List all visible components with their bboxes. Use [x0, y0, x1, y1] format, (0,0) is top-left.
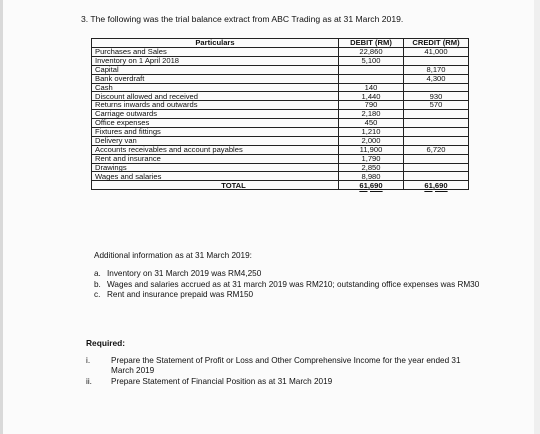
row-debit: 2,000 [339, 136, 404, 145]
row-particulars: Capital [92, 65, 339, 74]
additional-info-marker: b. [94, 279, 101, 289]
row-debit: 1,210 [339, 128, 404, 137]
additional-info-marker: c. [94, 290, 101, 300]
row-particulars: Carriage outwards [92, 110, 339, 119]
row-particulars: Wages and salaries [92, 172, 339, 181]
row-debit: 22,860 [339, 48, 404, 57]
row-credit: 570 [404, 101, 469, 110]
row-debit: 450 [339, 119, 404, 128]
total-debit: 61,690 [339, 181, 404, 190]
row-debit: 1,790 [339, 154, 404, 163]
row-debit: 8,980 [339, 172, 404, 181]
row-particulars: Fixtures and fittings [92, 128, 339, 137]
row-debit: 2,850 [339, 163, 404, 172]
required-text: Prepare the Statement of Profit or Loss and Other Comprehensive Income for the year ended 31 March 2019 [111, 356, 461, 376]
row-particulars: Office expenses [92, 119, 339, 128]
table-header-row [92, 39, 469, 48]
row-debit [339, 65, 404, 74]
row-debit: 1,440 [339, 92, 404, 101]
row-credit [404, 83, 469, 92]
additional-info-heading: Additional information as at 31 March 2019: [94, 251, 252, 260]
table-row [92, 136, 469, 145]
total-label: TOTAL [92, 181, 339, 190]
row-credit [404, 172, 469, 181]
required-list [86, 356, 466, 387]
additional-info-item [94, 269, 479, 280]
row-credit [404, 136, 469, 145]
page-edge [0, 0, 3, 434]
table-row [92, 65, 469, 74]
table-row [92, 163, 469, 172]
additional-info-list [94, 269, 479, 301]
table-row [92, 56, 469, 65]
required-item [86, 356, 466, 377]
row-particulars: Drawings [92, 163, 339, 172]
row-credit: 8,170 [404, 65, 469, 74]
table-row [92, 154, 469, 163]
row-credit: 4,300 [404, 74, 469, 83]
row-particulars: Bank overdraft [92, 74, 339, 83]
required-marker: ii. [86, 376, 92, 386]
row-particulars: Cash [92, 83, 339, 92]
row-credit [404, 163, 469, 172]
row-credit [404, 110, 469, 119]
row-particulars: Delivery van [92, 136, 339, 145]
table-row [92, 74, 469, 83]
row-credit [404, 119, 469, 128]
row-credit [404, 128, 469, 137]
additional-info-item [94, 280, 479, 291]
row-debit: 2,180 [339, 110, 404, 119]
question-title: 3. The following was the trial balance extract from ABC Trading as at 31 March 2019. [81, 14, 404, 24]
required-marker: i. [86, 356, 91, 365]
row-particulars: Returns inwards and outwards [92, 101, 339, 110]
trial-balance-table [91, 38, 469, 190]
row-particulars: Inventory on 1 April 2018 [92, 56, 339, 65]
row-particulars: Purchases and Sales [92, 48, 339, 57]
row-credit: 41,000 [404, 48, 469, 57]
table-body [92, 48, 469, 181]
additional-info-text: Wages and salaries accrued as at 31 march 2019 was RM210; outstanding office expenses was RM30 [107, 279, 480, 289]
table-row [92, 145, 469, 154]
row-debit: 790 [339, 101, 404, 110]
row-debit: 11,900 [339, 145, 404, 154]
additional-info-item [94, 290, 479, 301]
table-row [92, 172, 469, 181]
table-row [92, 128, 469, 137]
header-credit: CREDIT (RM) [404, 39, 469, 48]
additional-info-text: Inventory on 31 March 2019 was RM4,250 [107, 269, 262, 278]
additional-info-marker: a. [94, 269, 101, 278]
additional-info-text: Rent and insurance prepaid was RM150 [107, 290, 254, 300]
required-item [86, 377, 466, 387]
row-credit [404, 154, 469, 163]
row-credit: 6,720 [404, 145, 469, 154]
header-particulars: Particulars [92, 39, 339, 48]
header-debit: DEBIT (RM) [339, 39, 404, 48]
row-credit [404, 56, 469, 65]
row-debit [339, 74, 404, 83]
total-credit: 61,690 [404, 181, 469, 190]
table-row [92, 83, 469, 92]
row-particulars: Rent and insurance [92, 154, 339, 163]
required-text: Prepare Statement of Financial Position as at 31 March 2019 [111, 376, 333, 386]
row-debit: 5,100 [339, 56, 404, 65]
total-row [92, 181, 469, 190]
row-particulars: Discount allowed and received [92, 92, 339, 101]
right-shade [534, 0, 540, 434]
row-debit: 140 [339, 83, 404, 92]
row-particulars: Accounts receivables and account payables [92, 145, 339, 154]
required-heading: Required: [86, 338, 126, 348]
row-credit: 930 [404, 92, 469, 101]
